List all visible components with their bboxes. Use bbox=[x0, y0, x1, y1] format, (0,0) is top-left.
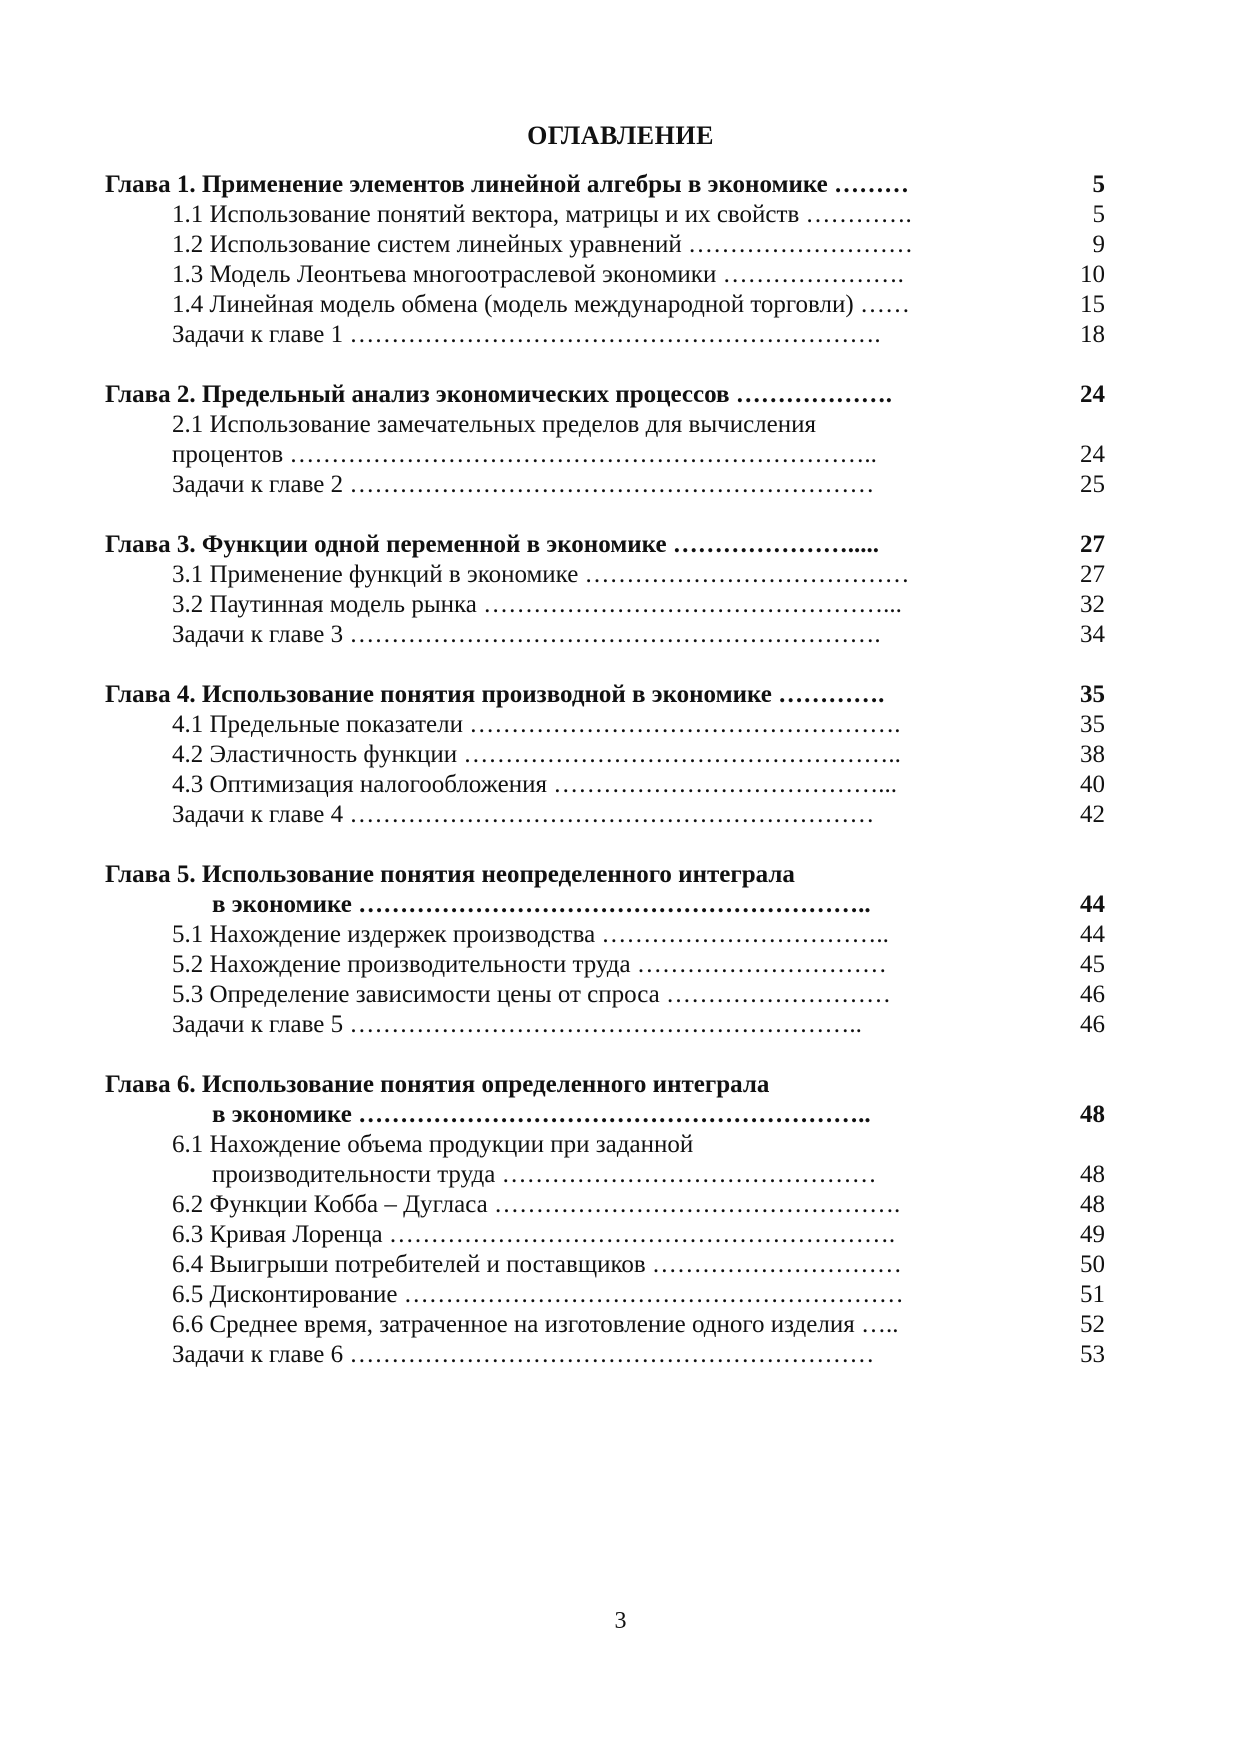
toc-chapter-2[interactable] bbox=[0, 378, 1241, 412]
toc-entry-text: Задачи к главе 5 …………………………………………………….. bbox=[172, 1011, 862, 1038]
toc-entry-text: 1.2 Использование систем линейных уравнений ……………………… bbox=[172, 231, 914, 258]
toc-entry-text: 2.1 Использование замечательных пределов для вычисления bbox=[172, 411, 817, 438]
toc-section-2-1-cont[interactable] bbox=[0, 438, 1241, 472]
toc-entry-text: производительности труда ……………………………………… bbox=[212, 1161, 877, 1188]
toc-tasks-5[interactable] bbox=[0, 1008, 1241, 1042]
toc-entry-text: Задачи к главе 4 ……………………………………………………… bbox=[172, 801, 875, 828]
toc-entry-text: 1.4 Линейная модель обмена (модель международной торговли) …… bbox=[172, 291, 910, 318]
toc-section-1-1[interactable] bbox=[0, 198, 1241, 232]
toc-entry-text: 1.1 Использование понятий вектора, матрицы и их свойств …………. bbox=[172, 201, 912, 228]
toc-section-6-1[interactable] bbox=[0, 1128, 1241, 1162]
toc-entry-page: 53 bbox=[1080, 1341, 1105, 1368]
toc-entry-page: 50 bbox=[1080, 1251, 1105, 1278]
toc-chapter-6-cont[interactable] bbox=[0, 1098, 1241, 1132]
toc-entry-page: 40 bbox=[1080, 771, 1105, 798]
toc-entry-page: 44 bbox=[1080, 891, 1105, 918]
toc-tasks-3[interactable] bbox=[0, 618, 1241, 652]
toc-entry-text: 6.4 Выигрыши потребителей и поставщиков ………………………… bbox=[172, 1251, 902, 1278]
toc-entry-page: 34 bbox=[1080, 621, 1105, 648]
toc-section-5-3[interactable] bbox=[0, 978, 1241, 1012]
toc-entry-text: в экономике …………………………………………………….. bbox=[212, 891, 871, 918]
toc-entry-text: в экономике …………………………………………………….. bbox=[212, 1101, 871, 1128]
toc-chapter-5[interactable] bbox=[0, 858, 1241, 892]
toc-entry-page: 51 bbox=[1080, 1281, 1105, 1308]
toc-entry-page: 52 bbox=[1080, 1311, 1105, 1338]
toc-entry-text: Задачи к главе 1 ………………………………………………………. bbox=[172, 321, 881, 348]
toc-section-6-5[interactable] bbox=[0, 1278, 1241, 1312]
toc-entry-page: 9 bbox=[1092, 231, 1105, 258]
toc-entry-page: 38 bbox=[1080, 741, 1105, 768]
toc-tasks-6[interactable] bbox=[0, 1338, 1241, 1372]
toc-entry-text: 6.5 Дисконтирование …………………………………………………… bbox=[172, 1281, 904, 1308]
toc-section-6-3[interactable] bbox=[0, 1218, 1241, 1252]
toc-tasks-1[interactable] bbox=[0, 318, 1241, 352]
toc-entry-text: 6.2 Функции Кобба – Дугласа …………………………………………. bbox=[172, 1191, 901, 1218]
toc-section-4-1[interactable] bbox=[0, 708, 1241, 742]
toc-section-4-2[interactable] bbox=[0, 738, 1241, 772]
toc-entry-page: 25 bbox=[1080, 471, 1105, 498]
toc-entry-text: 4.2 Эластичность функции …………………………………………….. bbox=[172, 741, 901, 768]
toc-entry-page: 32 bbox=[1080, 591, 1105, 618]
toc-entry-text: процентов …………………………………………………………….. bbox=[172, 441, 877, 468]
toc-entry-text: 5.3 Определение зависимости цены от спроса ……………………… bbox=[172, 981, 892, 1008]
toc-chapter-6[interactable] bbox=[0, 1068, 1241, 1102]
toc-entry-text: Задачи к главе 3 ………………………………………………………. bbox=[172, 621, 881, 648]
toc-entry-text: Глава 4. Использование понятия производной в экономике …………. bbox=[105, 681, 885, 708]
toc-entry-text: 1.3 Модель Леонтьева многоотраслевой экономики …………………. bbox=[172, 261, 904, 288]
toc-chapter-4[interactable] bbox=[0, 678, 1241, 712]
toc-entry-page: 24 bbox=[1080, 441, 1105, 468]
page-number: 3 bbox=[614, 1608, 627, 1634]
toc-section-3-1[interactable] bbox=[0, 558, 1241, 592]
toc-entry-page: 27 bbox=[1080, 561, 1105, 588]
toc-entry-text: 5.2 Нахождение производительности труда ………………………… bbox=[172, 951, 887, 978]
toc-entry-page: 15 bbox=[1080, 291, 1105, 318]
toc-entry-page: 5 bbox=[1092, 171, 1105, 198]
toc-section-6-2[interactable] bbox=[0, 1188, 1241, 1222]
toc-entry-page: 45 bbox=[1080, 951, 1105, 978]
toc-entry-text: 4.1 Предельные показатели ……………………………………………. bbox=[172, 711, 901, 738]
toc-entry-page: 35 bbox=[1080, 711, 1105, 738]
toc-entry-page: 46 bbox=[1080, 981, 1105, 1008]
toc-section-3-2[interactable] bbox=[0, 588, 1241, 622]
toc-entry-text: 6.6 Среднее время, затраченное на изготовление одного изделия ….. bbox=[172, 1311, 899, 1338]
toc-entry-text: 4.3 Оптимизация налогообложения …………………………………... bbox=[172, 771, 897, 798]
toc-entry-page: 49 bbox=[1080, 1221, 1105, 1248]
toc-entry-text: Глава 2. Предельный анализ экономических процессов ………………. bbox=[105, 381, 892, 408]
toc-entry-text: Глава 1. Применение элементов линейной алгебры в экономике ……… bbox=[105, 171, 910, 198]
toc-entry-page: 48 bbox=[1080, 1191, 1105, 1218]
toc-section-5-2[interactable] bbox=[0, 948, 1241, 982]
toc-entry-page: 24 bbox=[1080, 381, 1105, 408]
toc-entry-page: 27 bbox=[1080, 531, 1105, 558]
toc-chapter-1[interactable] bbox=[0, 168, 1241, 202]
toc-entry-text: 6.3 Кривая Лоренца ……………………………………………………. bbox=[172, 1221, 896, 1248]
toc-entry-text: Глава 5. Использование понятия неопределенного интеграла bbox=[105, 861, 795, 888]
toc-tasks-4[interactable] bbox=[0, 798, 1241, 832]
toc-section-1-3[interactable] bbox=[0, 258, 1241, 292]
toc-chapter-5-cont[interactable] bbox=[0, 888, 1241, 922]
toc-section-6-6[interactable] bbox=[0, 1308, 1241, 1342]
toc-chapter-3[interactable] bbox=[0, 528, 1241, 562]
toc-entry-page: 35 bbox=[1080, 681, 1105, 708]
toc-section-1-4[interactable] bbox=[0, 288, 1241, 322]
toc-entry-text: Глава 6. Использование понятия определенного интеграла bbox=[105, 1071, 770, 1098]
toc-entry-page: 48 bbox=[1080, 1101, 1105, 1128]
toc-entry-text: Задачи к главе 2 ……………………………………………………… bbox=[172, 471, 875, 498]
toc-entry-page: 5 bbox=[1092, 201, 1105, 228]
toc-entry-page: 44 bbox=[1080, 921, 1105, 948]
toc-section-4-3[interactable] bbox=[0, 768, 1241, 802]
toc-entry-page: 46 bbox=[1080, 1011, 1105, 1038]
toc-entry-page: 18 bbox=[1080, 321, 1105, 348]
toc-entry-text: Задачи к главе 6 ……………………………………………………… bbox=[172, 1341, 875, 1368]
toc-entry-page: 42 bbox=[1080, 801, 1105, 828]
toc-tasks-2[interactable] bbox=[0, 468, 1241, 502]
toc-section-6-4[interactable] bbox=[0, 1248, 1241, 1282]
toc-entry-text: Глава 3. Функции одной переменной в экономике …………………..... bbox=[105, 531, 880, 558]
page-title: ОГЛАВЛЕНИЕ bbox=[527, 121, 714, 150]
toc-entry-text: 3.1 Применение функций в экономике ………………………………… bbox=[172, 561, 910, 588]
toc-entry-page: 48 bbox=[1080, 1161, 1105, 1188]
toc-section-5-1[interactable] bbox=[0, 918, 1241, 952]
toc-entry-page: 10 bbox=[1080, 261, 1105, 288]
toc-entry-text: 3.2 Паутинная модель рынка …………………………………………... bbox=[172, 591, 902, 618]
toc-section-1-2[interactable] bbox=[0, 228, 1241, 262]
toc-entry-text: 6.1 Нахождение объема продукции при заданной bbox=[172, 1131, 694, 1158]
toc-section-6-1-cont[interactable] bbox=[0, 1158, 1241, 1192]
toc-entry-text: 5.1 Нахождение издержек производства …………………………….. bbox=[172, 921, 889, 948]
toc-section-2-1[interactable] bbox=[0, 408, 1241, 442]
